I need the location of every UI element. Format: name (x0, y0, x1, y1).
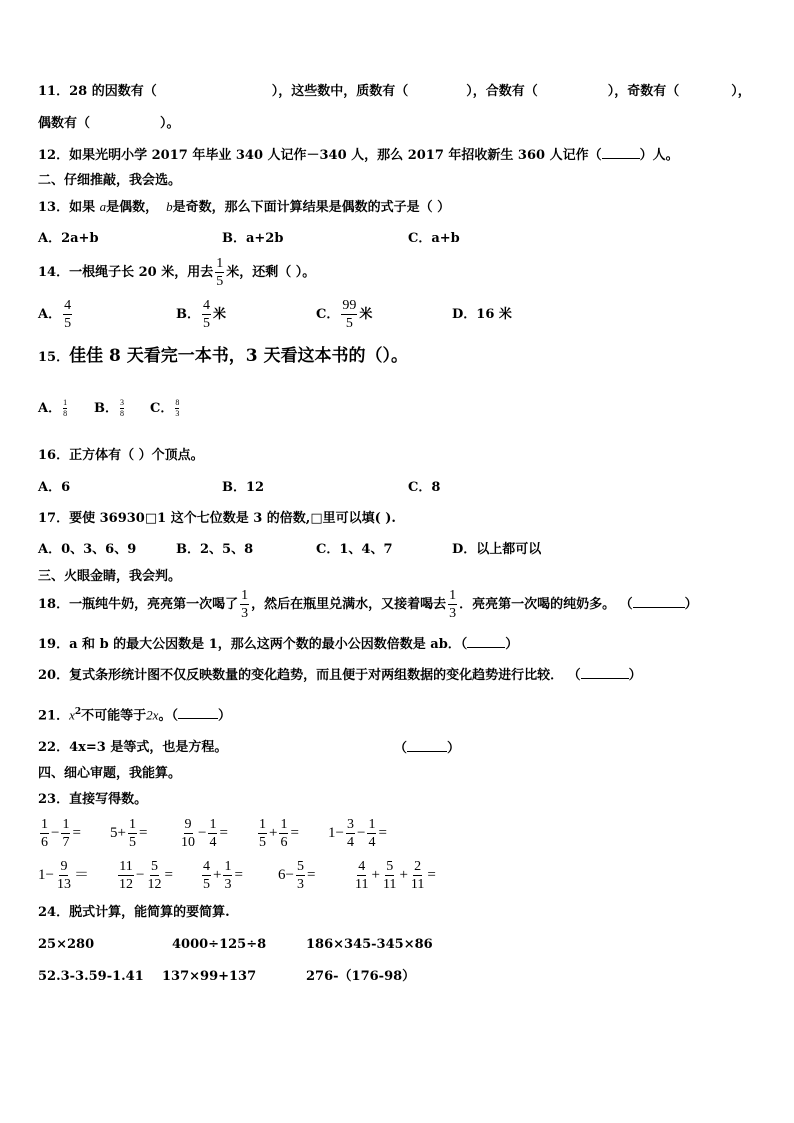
q14-option-b[interactable]: B． $\frac{4}{5}$ 米 (176, 298, 227, 331)
numerator: 4 (203, 858, 210, 874)
denominator: 12 (119, 876, 133, 892)
q22-answer-blank[interactable] (407, 739, 447, 752)
q19-answer-blank[interactable] (467, 635, 505, 648)
q17-option-b[interactable]: B．2、5、8 (176, 542, 254, 557)
q23-row1-expr-5 (328, 816, 387, 850)
operator: = (306, 867, 316, 883)
denominator: 11 (410, 876, 425, 892)
q20: 20．复式条形统计图不仅反映数量的变化趋势，而且便于对两组数据的变化趋势进行比较． （ ） (38, 668, 642, 683)
fraction (128, 817, 137, 850)
q23-row2-expr-5 (352, 858, 436, 892)
numerator: 1 (209, 816, 217, 832)
q18-answer-blank[interactable] (633, 595, 685, 608)
q13-option-b[interactable]: B．a+2b (222, 231, 284, 246)
operator: = (427, 867, 436, 883)
q23-row2-expr-1 (38, 858, 89, 892)
section-4-title: 四、细心审题，我能算。 (38, 766, 182, 781)
operator: 5+ (110, 825, 126, 841)
section-2-title: 二、仔细推敲，我会选。 (38, 173, 182, 188)
q11-line1: 11．28 的因数有（ ），这些数中，质数有（ ），合数有（ ），奇数有（ ）， (38, 84, 751, 99)
q23-row1-expr-4 (256, 816, 299, 850)
fraction: $\frac{1}{8}$ (63, 398, 68, 418)
operator: + (371, 867, 380, 883)
numerator: 3 (346, 816, 354, 832)
q19: 19．a 和 b 的最大公因数是 1，那么这两个数的最小公因数倍数是 ab．（ ） (38, 637, 519, 652)
fraction (61, 817, 70, 850)
q24-expr-3: 186×345-345×86 (306, 937, 433, 952)
fraction (296, 859, 305, 892)
q23-stem: 23．直接写得数。 (38, 792, 148, 807)
numerator: 1 (259, 816, 266, 832)
q23-row1-expr-3 (178, 816, 228, 850)
numerator: 1 (368, 816, 376, 832)
fraction (118, 859, 134, 892)
q12: 12．如果光明小学 2017 年毕业 340 人记作－340 人，那么 2017 年招收新生 360 人记作（ ）人。 (38, 148, 679, 163)
numerator: 1 (224, 858, 232, 874)
fraction (346, 817, 355, 850)
q11-line2: 偶数有（ ）。 (38, 116, 180, 131)
fraction (410, 859, 425, 892)
denominator: 7 (62, 834, 70, 850)
operator: = (164, 867, 173, 883)
numerator: 1 (128, 816, 136, 832)
operator: ＝ (73, 867, 89, 883)
q17-option-a[interactable]: A．0、3、6、9 (38, 542, 137, 557)
q15-option-b[interactable]: B． $\frac{3}{8}$ (94, 398, 124, 418)
operator: − (356, 825, 366, 841)
q20-answer-blank[interactable] (581, 666, 629, 679)
denominator: 4 (209, 834, 217, 850)
fraction (223, 859, 232, 892)
fraction (146, 859, 162, 892)
denominator: 6 (280, 834, 288, 850)
fraction (367, 817, 376, 850)
fraction: $\frac{99}{5}$ (342, 298, 357, 331)
fraction (180, 817, 196, 850)
operator: + (269, 825, 278, 841)
q18: 18．一瓶纯牛奶，亮亮第一次喝了 $\frac{1}{3}$ ，然后在瓶里兑满水，又接着喝去 $\frac{1}{3}$ ．亮亮第一次喝的纯奶多。 （ ） (38, 588, 698, 621)
q24-stem: 24．脱式计算，能简算的要简算. (38, 905, 230, 920)
q16-option-b[interactable]: B．12 (222, 480, 265, 495)
q22: 22．4x=3 是等式，也是方程。 (38, 740, 228, 755)
numerator: 1 (280, 816, 288, 832)
operator: = (234, 867, 243, 883)
q23-row2-expr-4 (278, 858, 315, 892)
denominator: 13 (56, 876, 71, 892)
denominator: 5 (259, 834, 266, 850)
q17-stem: 17．要使 36930□1 这个七位数是 3 的倍数,□里可以填( ). (38, 511, 396, 526)
numerator: 5 (386, 858, 394, 874)
numerator: 5 (296, 858, 304, 874)
q23-row1-expr-1 (38, 816, 81, 850)
q24-expr-1: 25×280 (38, 937, 95, 952)
fraction: $\frac{1}{5}$ (216, 256, 224, 289)
numerator: 9 (60, 858, 68, 874)
operator: 6− (278, 867, 294, 883)
denominator: 5 (203, 876, 210, 892)
q16-stem: 16．正方体有（ ）个顶点。 (38, 448, 204, 463)
q16-option-c[interactable]: C．8 (408, 480, 441, 495)
q14-stem: 14．一根绳子长 20 米，用去 $\frac{1}{5}$ 米，还剩（ ）。 (38, 256, 316, 289)
denominator: 3 (296, 876, 304, 892)
q16-option-a[interactable]: A．6 (38, 480, 71, 495)
fraction (258, 817, 267, 850)
operator: = (290, 825, 299, 841)
fraction (354, 859, 369, 892)
operator: − (136, 867, 145, 883)
q17-option-c[interactable]: C．1、4、7 (316, 542, 393, 557)
numerator: 2 (414, 858, 422, 874)
operator: = (378, 825, 387, 841)
fraction: $\frac{1}{3}$ (449, 588, 457, 621)
q24-expr-4: 52.3-3.59-1.41 (38, 969, 144, 984)
fraction (279, 817, 288, 850)
numerator: 9 (184, 816, 192, 832)
denominator: 10 (181, 834, 195, 850)
operator: − (51, 825, 60, 841)
operator: 1− (38, 867, 54, 883)
fraction (208, 817, 217, 850)
numerator: 4 (358, 858, 366, 874)
operator: = (219, 825, 228, 841)
denominator: 3 (224, 876, 232, 892)
q15-option-c[interactable]: C． $\frac{8}{3}$ (150, 398, 180, 418)
fraction: $\frac{3}{8}$ (120, 398, 124, 418)
denominator: 4 (346, 834, 354, 850)
operator: = (72, 825, 81, 841)
q13-option-c[interactable]: C．a+b (408, 231, 460, 246)
denominator: 6 (41, 834, 48, 850)
operator: + (399, 867, 408, 883)
q23-row2-expr-3 (200, 858, 243, 892)
denominator: 5 (128, 834, 136, 850)
fraction (56, 859, 72, 892)
fraction (202, 859, 211, 892)
fraction: $\frac{4}{5}$ (203, 298, 210, 331)
q13-option-a[interactable]: A．2a+b (38, 231, 99, 246)
q17-option-d[interactable]: D．以上都可以 (452, 542, 542, 557)
operator: + (213, 867, 222, 883)
denominator: 4 (368, 834, 376, 850)
section-3-title: 三、火眼金睛，我会判。 (38, 569, 182, 584)
fraction: $\frac{4}{5}$ (64, 298, 72, 331)
q22-answer: （ ） (394, 741, 461, 756)
fraction (40, 817, 49, 850)
q14-option-a[interactable]: A． $\frac{4}{5}$ (38, 298, 72, 331)
q23-row2-expr-2 (116, 858, 173, 892)
q13-stem: 13．如果 a是偶数， b是奇数，那么下面计算结果是偶数的式子是（ ） (38, 199, 451, 215)
q14-option-d[interactable]: D．16 米 (452, 307, 512, 322)
fraction: $\frac{8}{3}$ (175, 398, 180, 418)
operator: 1− (328, 825, 344, 841)
numerator: 11 (119, 858, 133, 874)
denominator: 12 (147, 876, 162, 892)
q21-answer-blank[interactable] (178, 706, 218, 719)
q24-expr-6: 276-（176-98） (306, 969, 416, 984)
denominator: 11 (382, 876, 397, 892)
operator: = (138, 825, 148, 841)
q23-row1-expr-2 (110, 816, 147, 850)
denominator: 11 (355, 876, 369, 892)
q15-stem: 15．佳佳 8 天看完一本书，3 天看这本书的（）。 (38, 346, 409, 366)
fraction (382, 859, 397, 892)
numerator: 5 (150, 858, 158, 874)
q24-expr-5: 137×99+137 (162, 969, 257, 984)
q21: 21．$x^2$不可能等于2x。（ ） (38, 707, 231, 724)
operator: − (198, 825, 207, 841)
fraction: $\frac{1}{3}$ (241, 588, 249, 621)
numerator: 1 (62, 816, 70, 832)
q15-option-a[interactable]: A． $\frac{1}{8}$ (38, 398, 68, 418)
q24-expr-2: 4000÷125÷8 (172, 937, 267, 952)
q14-option-c[interactable]: C． $\frac{99}{5}$ 米 (316, 298, 373, 331)
numerator: 1 (41, 816, 48, 832)
q12-answer-blank[interactable] (602, 146, 640, 159)
